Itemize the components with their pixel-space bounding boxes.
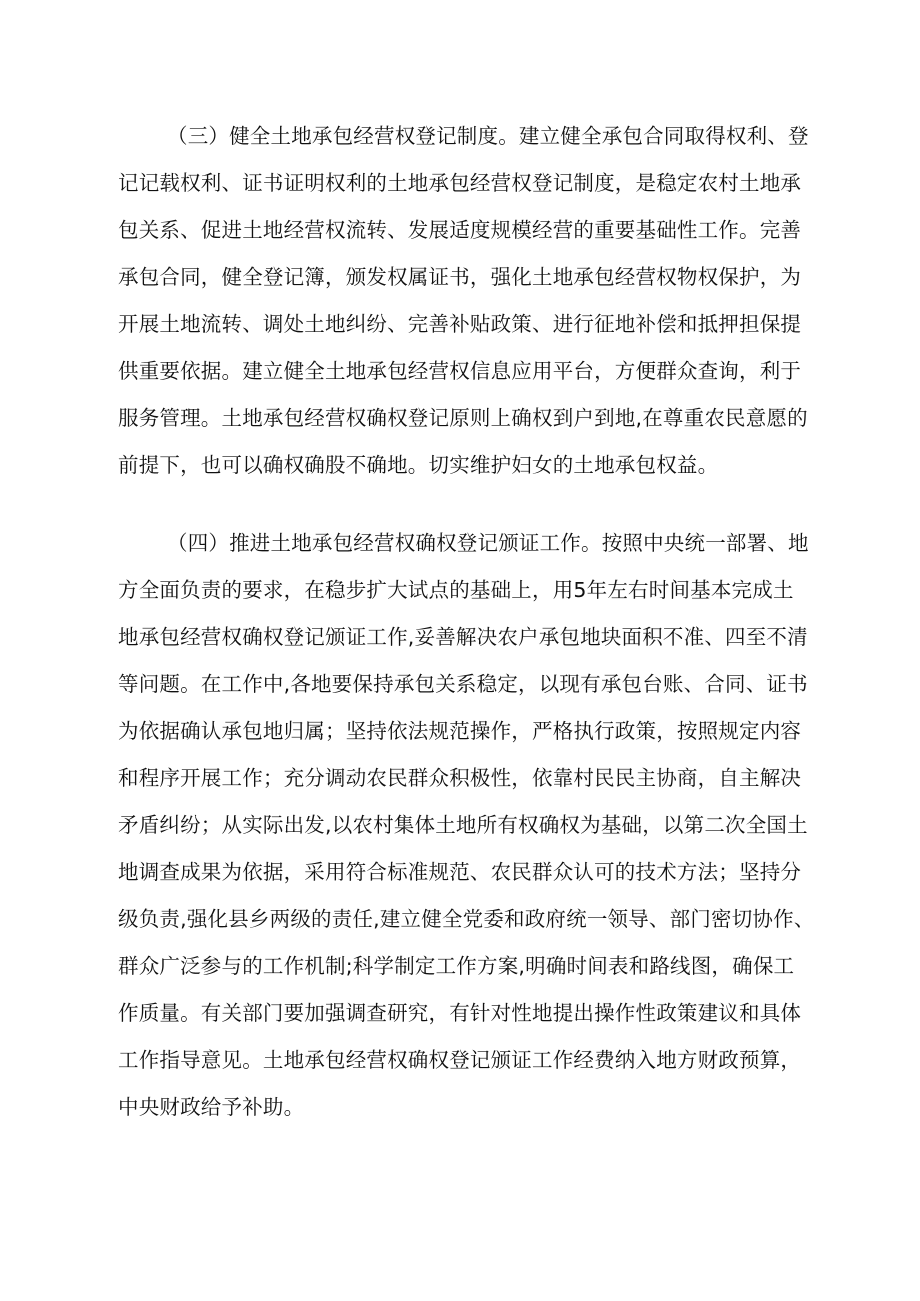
paragraph-line: 群众广泛参与的工作机制;科学制定工作方案,明确时间表和路线图，确保工 (118, 954, 795, 978)
paragraph-line: 中央财政给予补助。 (118, 1095, 305, 1119)
paragraph-line: 地调查成果为依据，采用符合标准规范、农民群众认可的技术方法；坚持分 (118, 860, 802, 884)
paragraph-line: （四）推进土地承包经营权确权登记颁证工作。按照中央统一部署、地 (167, 531, 809, 555)
paragraph-line: 方全面负责的要求，在稳步扩大试点的基础上，用5年左右时间基本完成土 (118, 578, 794, 602)
paragraph-line: 服务管理。土地承包经营权确权登记原则上确权到户到地,在尊重农民意愿的 (118, 406, 808, 430)
paragraph-line: 前提下，也可以确权确股不确地。切实维护妇女的土地承包权益。 (118, 453, 719, 477)
paragraph-line: 为依据确认承包地归属；坚持依法规范操作，严格执行政策，按照规定内容 (118, 719, 802, 743)
paragraph-line: 和程序开展工作；充分调动农民群众积极性，依靠村民民主协商，自主解决 (118, 766, 802, 790)
paragraph-line: （三）健全土地承包经营权登记制度。建立健全承包合同取得权利、登 (167, 124, 809, 148)
paragraph-line: 矛盾纠纷；从实际出发,以农村集体土地所有权确权为基础，以第二次全国土 (118, 813, 808, 837)
paragraph-line: 记记载权利、证书证明权利的土地承包经营权登记制度，是稳定农村土地承 (118, 171, 802, 195)
paragraph-line: 开展土地流转、调处土地纠纷、完善补贴政策、进行征地补偿和抵押担保提 (118, 312, 802, 336)
paragraph-line: 承包合同，健全登记簿，颁发权属证书，强化土地承包经营权物权保护，为 (118, 265, 802, 289)
paragraph-line: 等问题。在工作中,各地要保持承包关系稳定，以现有承包台账、合同、证书 (118, 672, 808, 696)
paragraph-line: 级负责,强化县乡两级的责任,建立健全党委和政府统一领导、部门密切协作、 (118, 907, 815, 931)
paragraph-line: 地承包经营权确权登记颁证工作,妥善解决农户承包地块面积不准、四至不清 (118, 625, 808, 649)
paragraph-line: 工作指导意见。土地承包经营权确权登记颁证工作经费纳入地方财政预算， (118, 1048, 802, 1072)
paragraph-line: 供重要依据。建立健全土地承包经营权信息应用平台，方便群众查询，利于 (118, 359, 802, 383)
paragraph-line: 作质量。有关部门要加强调查研究，有针对性地提出操作性政策建议和具体 (118, 1001, 802, 1025)
paragraph-line: 包关系、促进土地经营权流转、发展适度规模经营的重要基础性工作。完善 (118, 218, 802, 242)
